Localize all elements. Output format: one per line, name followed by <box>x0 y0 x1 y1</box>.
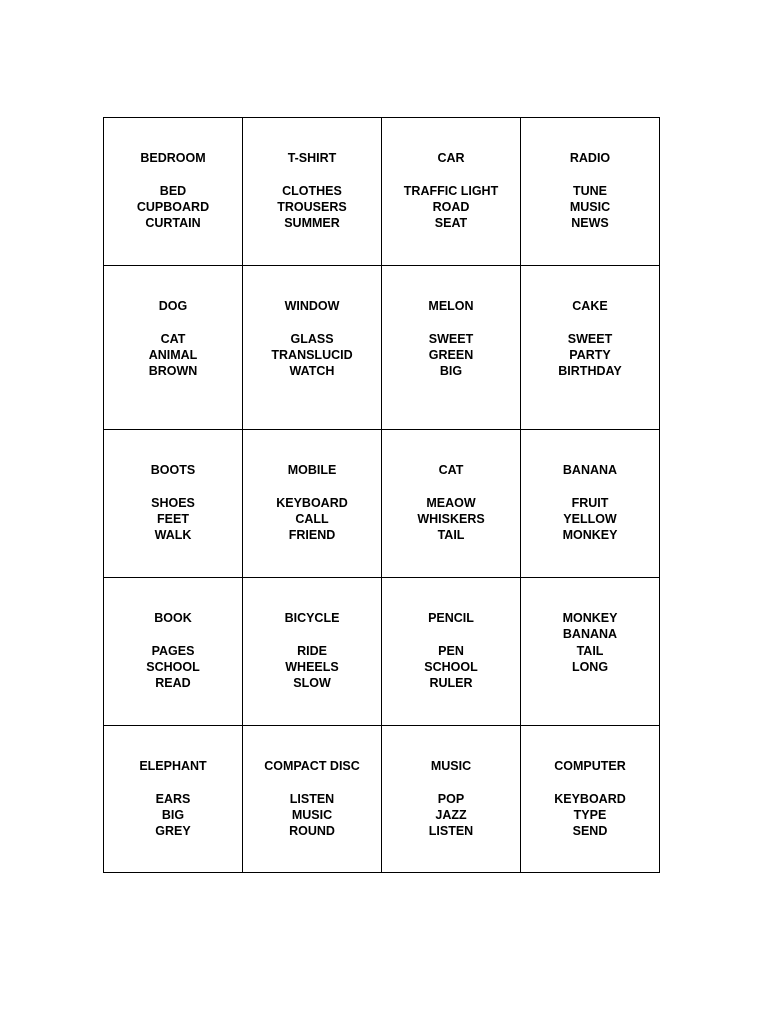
card-word: BIG <box>439 364 463 379</box>
card-title: COMPUTER <box>554 759 626 773</box>
word-card <box>382 430 521 578</box>
card-word: TROUSERS <box>277 199 347 214</box>
word-card <box>243 430 382 578</box>
card-word: RULER <box>429 676 473 691</box>
card-row <box>104 118 660 266</box>
card-title: CAR <box>437 151 465 165</box>
card-word: SWEET <box>428 331 474 346</box>
word-card <box>521 266 660 430</box>
card-word: LISTEN <box>428 824 474 839</box>
card-title: BICYCLE <box>284 611 340 625</box>
word-card <box>382 118 521 266</box>
card-word: WATCH <box>289 364 335 379</box>
card-word: TYPE <box>573 807 607 822</box>
card-word: CALL <box>295 511 329 526</box>
card-word: GLASS <box>290 331 334 346</box>
card-row <box>104 430 660 578</box>
card-word: NEWS <box>571 216 609 231</box>
card-word: TRANSLUCID <box>271 347 353 362</box>
card-word: READ <box>155 676 191 691</box>
card-word: EARS <box>155 791 191 806</box>
card-word: TAIL <box>437 528 465 543</box>
card-word: WALK <box>154 528 192 543</box>
card-title: T-SHIRT <box>287 151 337 165</box>
card-word: WHISKERS <box>417 511 485 526</box>
card-word: SCHOOL <box>146 659 200 674</box>
card-word: SLOW <box>293 676 331 691</box>
card-title: BOOK <box>154 611 192 625</box>
card-title: PENCIL <box>428 611 474 625</box>
word-card <box>382 726 521 873</box>
word-card <box>104 266 243 430</box>
card-title: MUSIC <box>430 759 472 773</box>
word-card <box>243 578 382 726</box>
card-word: BIG <box>161 807 185 822</box>
card-row <box>104 578 660 726</box>
word-card <box>104 430 243 578</box>
card-title: BOOTS <box>150 463 196 477</box>
card-word: SHOES <box>151 495 195 510</box>
card-title: CAKE <box>572 299 608 313</box>
card-word: JAZZ <box>435 807 467 822</box>
word-card <box>521 430 660 578</box>
card-word: BIRTHDAY <box>558 364 622 379</box>
card-word: FEET <box>157 511 189 526</box>
card-word: TAIL <box>576 643 604 658</box>
card-title: RADIO <box>569 151 611 165</box>
card-word: KEYBOARD <box>276 495 348 510</box>
card-word: ROAD <box>432 199 470 214</box>
card-word: MONKEY <box>562 528 618 543</box>
card-word: BED <box>159 183 187 198</box>
word-card <box>243 266 382 430</box>
card-word: FRIEND <box>288 528 336 543</box>
card-word: BROWN <box>148 364 198 379</box>
card-word: ANIMAL <box>148 347 198 362</box>
card-word: CURTAIN <box>145 216 201 231</box>
card-title: MONKEY <box>562 611 618 625</box>
card-word: WHEELS <box>285 659 339 674</box>
word-card <box>104 726 243 873</box>
card-title: ELEPHANT <box>139 759 207 773</box>
card-word: KEYBOARD <box>554 791 626 806</box>
card-word: TUNE <box>572 183 608 198</box>
card-word: BANANA <box>562 627 618 642</box>
card-word: YELLOW <box>563 511 617 526</box>
card-row <box>104 266 660 430</box>
card-title: COMPACT DISC <box>264 759 360 773</box>
card-word: GREEN <box>428 347 474 362</box>
card-title: WINDOW <box>284 299 340 313</box>
word-card <box>243 118 382 266</box>
card-word: LISTEN <box>289 791 335 806</box>
card-title: MELON <box>428 299 474 313</box>
card-word: SWEET <box>567 331 613 346</box>
card-word: FRUIT <box>571 495 609 510</box>
card-word: CLOTHES <box>282 183 342 198</box>
word-card <box>521 118 660 266</box>
word-card <box>104 118 243 266</box>
card-title: DOG <box>158 299 188 313</box>
card-word: RIDE <box>297 643 327 658</box>
card-title: MOBILE <box>287 463 337 477</box>
card-title: BANANA <box>562 463 618 477</box>
card-word: MEAOW <box>426 495 476 510</box>
card-word: MUSIC <box>569 199 611 214</box>
card-word: SEND <box>572 824 608 839</box>
taboo-card-grid <box>103 117 660 873</box>
word-card <box>521 578 660 726</box>
card-title: CAT <box>438 463 464 477</box>
word-card <box>243 726 382 873</box>
card-word: ROUND <box>289 824 335 839</box>
word-card <box>104 578 243 726</box>
card-word: LONG <box>571 659 609 674</box>
card-row <box>104 726 660 873</box>
card-word: SCHOOL <box>424 659 478 674</box>
card-word: TRAFFIC LIGHT <box>403 183 499 198</box>
card-word: SEAT <box>434 216 468 231</box>
card-word: PARTY <box>569 347 611 362</box>
card-word: PAGES <box>151 643 195 658</box>
word-card <box>521 726 660 873</box>
word-card <box>382 578 521 726</box>
card-title: BEDROOM <box>140 151 206 165</box>
card-word: SUMMER <box>284 216 340 231</box>
card-word: CAT <box>160 331 186 346</box>
card-word: GREY <box>155 824 191 839</box>
card-word: PEN <box>438 643 464 658</box>
card-word: MUSIC <box>291 807 333 822</box>
word-card <box>382 266 521 430</box>
card-word: POP <box>437 791 465 806</box>
card-word: CUPBOARD <box>136 199 210 214</box>
